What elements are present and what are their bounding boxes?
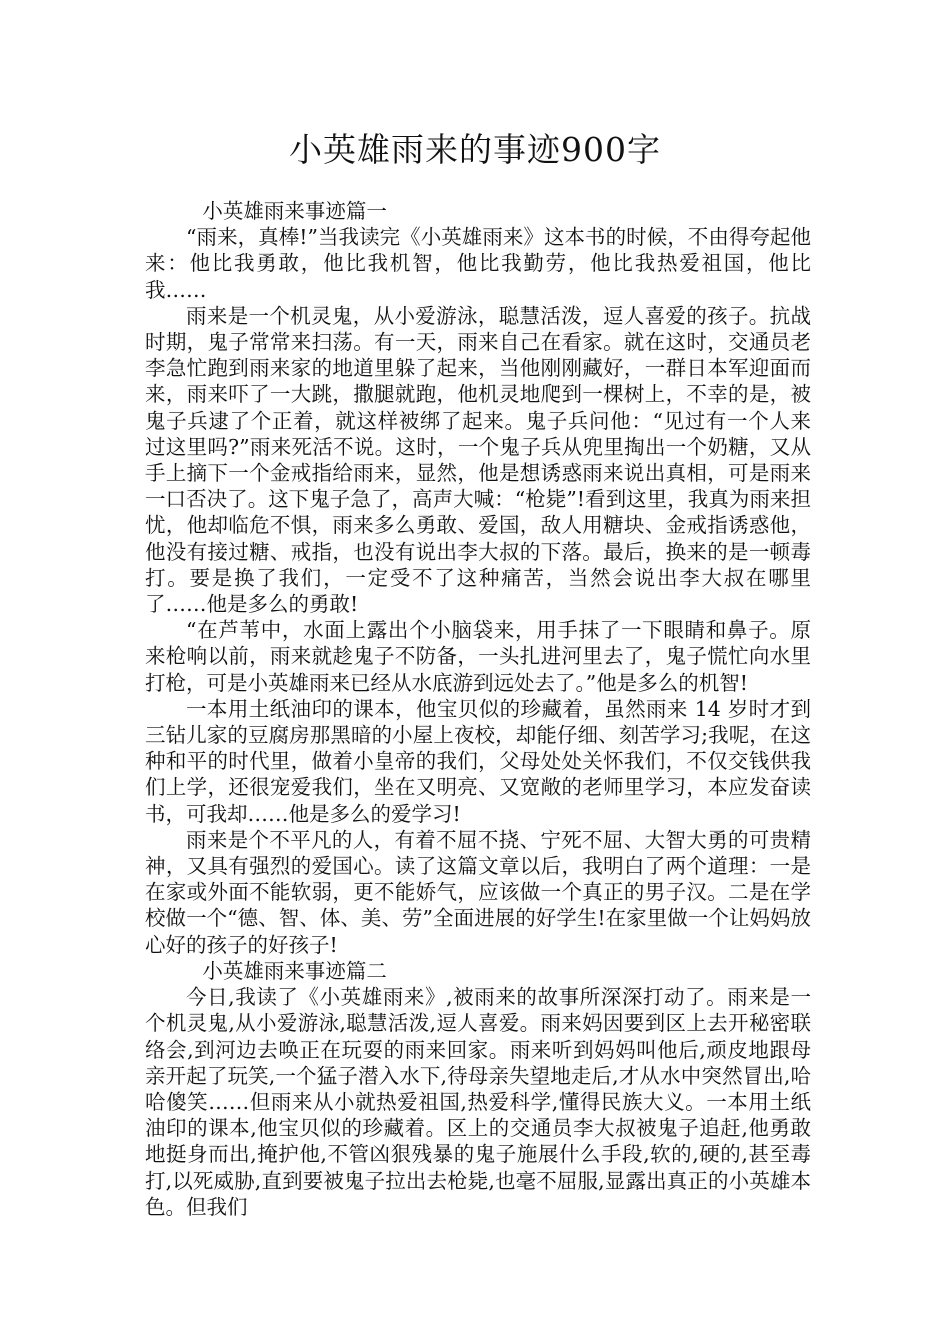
paragraph: “在芦苇中，水面上露出个小脑袋来，用手抹了一下眼睛和鼻子。原来枪响以前，雨来就趁鬼子不防备，一头扎进河里去了，鬼子慌忙向水里打枪，可是小英雄雨来已经从水底游到远处去了。”他是多么的机智! bbox=[145, 618, 811, 695]
paragraph: 雨来是一个机灵鬼，从小爱游泳，聪慧活泼，逗人喜爱的孩子。抗战时期，鬼子常常来扫荡。有一天，雨来自己在看家。就在这时，交通员老李急忙跑到雨来家的地道里躲了起来，当他刚刚藏好，一群日本军迎面而来，雨来吓了一大跳，撒腿就跑，他机灵地爬到一棵树上，不幸的是，被鬼子兵逮了个正着，就这样被绑了起来。鬼子兵问他：“见过有一个人来过这里吗?”雨来死活不说。这时，一个鬼子兵从兜里掏出一个奶糖，又从手上摘下一个金戒指给雨来，显然，他是想诱惑雨来说出真相，可是雨来一口否决了。这下鬼子急了，高声大喊：“枪毙”!看到这里，我真为雨来担忧，他却临危不惧，雨来多么勇敢、爱国，敌人用糖块、金戒指诱惑他，他没有接过糖、戒指，也没有说出李大叔的下落。最后，换来的是一顿毒打。要是换了我们，一定受不了这种痛苦，当然会说出李大叔在哪里了……他是多么的勇敢! bbox=[145, 303, 811, 617]
paragraph: “雨来，真棒!”当我读完《小英雄雨来》这本书的时候，不由得夸起他来：他比我勇敢，他比我机智，他比我勤劳，他比我热爱祖国，他比我…… bbox=[145, 225, 811, 302]
paragraph: 今日,我读了《小英雄雨来》,被雨来的故事所深深打动了。雨来是一个机灵鬼,从小爱游泳,聪慧活泼,逗人喜爱。雨来妈因要到区上去开秘密联络会,到河边去唤正在玩耍的雨来回家。雨来听到妈妈叫他后,顽皮地跟母亲开起了玩笑,一个猛子潜入水下,待母亲失望地走后,才从水中突然冒出,哈哈傻笑……但雨来从小就热爱祖国,热爱科学,懂得民族大义。一本用土纸油印的课本,他宝贝似的珍藏着。区上的交通员李大叔被鬼子追赶,他勇敢地挺身而出,掩护他,不管凶狠残暴的鬼子施展什么手段,软的,硬的,甚至毒打,以死威胁,直到要被鬼子拉出去枪毙,也毫不屈服,显露出真正的小英雄本色。但我们 bbox=[145, 985, 811, 1219]
document-title: 小英雄雨来的事迹900字 bbox=[289, 130, 661, 169]
section-heading: 小英雄雨来事迹篇一 bbox=[202, 199, 387, 223]
document-body bbox=[145, 198, 811, 1220]
paragraph: 一本用土纸油印的课本，他宝贝似的珍藏着，虽然雨来 14 岁时才到三钻儿家的豆腐房那黑暗的小屋上夜校，却能仔细、刻苦学习;我呢，在这种和平的时代里，做着小皇帝的我们，父母处处关怀我们，不仅交钱供我们上学，还很宠爱我们，坐在又明亮、又宽敞的老师里学习，本应发奋读书，可我却……他是多么的爱学习! bbox=[145, 696, 811, 826]
section-heading: 小英雄雨来事迹篇二 bbox=[202, 958, 387, 983]
paragraph: 雨来是个不平凡的人，有着不屈不挠、宁死不屈、大智大勇的可贵精神，又具有强烈的爱国心。读了这篇文章以后，我明白了两个道理：一是在家或外面不能软弱，更不能娇气，应该做一个真正的男子汉。二是在学校做一个“德、智、体、美、劳”全面进展的好学生!在家里做一个让妈妈放心好的孩子的好孩子! bbox=[145, 827, 811, 957]
